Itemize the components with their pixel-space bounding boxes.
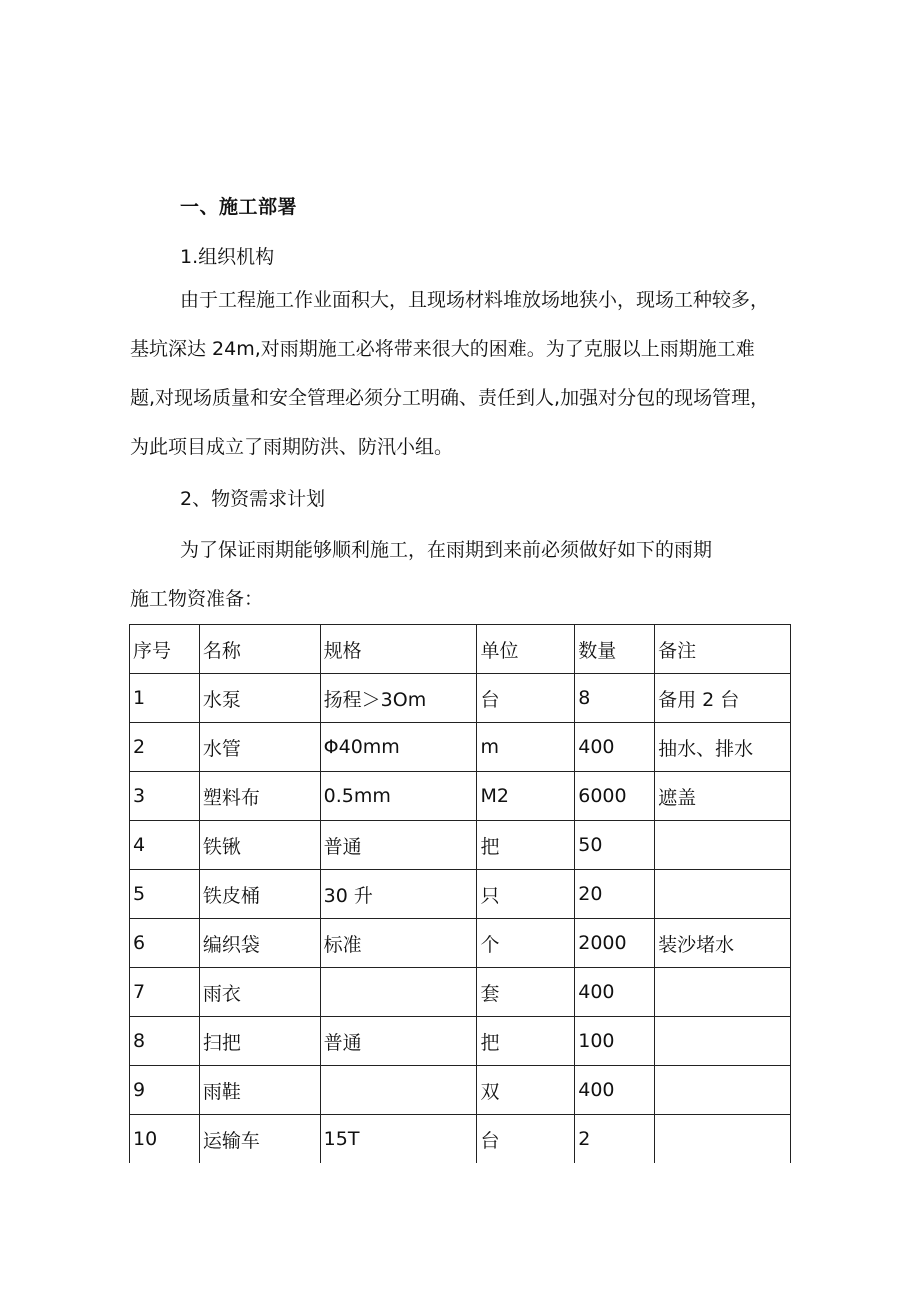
table-cell: 水管	[199, 723, 320, 772]
header-cell: 备注	[655, 625, 791, 674]
table-cell: 台	[477, 674, 575, 723]
table-cell: 运输车	[199, 1115, 320, 1164]
table-cell: 把	[477, 821, 575, 870]
table-cell: 铁锹	[199, 821, 320, 870]
table-cell: 标准	[320, 919, 477, 968]
table-cell: 10	[130, 1115, 200, 1164]
table-row	[130, 1066, 791, 1115]
table-cell: 20	[575, 870, 655, 919]
table-row	[130, 772, 791, 821]
table-cell: 备用 2 台	[655, 674, 791, 723]
paragraph-line: 题,对现场质量和安全管理必须分工明确、责任到人,加强对分包的现场管理，	[130, 387, 770, 409]
table-cell: 套	[477, 968, 575, 1017]
table-cell: m	[477, 723, 575, 772]
table-cell: 8	[575, 674, 655, 723]
table-row	[130, 1017, 791, 1066]
table-row	[130, 723, 791, 772]
table-cell: 2	[130, 723, 200, 772]
table-cell: 雨衣	[199, 968, 320, 1017]
table-cell: 塑料布	[199, 772, 320, 821]
table-cell	[655, 821, 791, 870]
table-cell: 遮盖	[655, 772, 791, 821]
organization-paragraph	[130, 276, 810, 472]
table-cell: 雨鞋	[199, 1066, 320, 1115]
table-cell	[655, 1017, 791, 1066]
table-cell: 400	[575, 968, 655, 1017]
header-cell: 序号	[130, 625, 200, 674]
table-cell: 铁皮桶	[199, 870, 320, 919]
table-row	[130, 1115, 791, 1164]
table-cell: 15T	[320, 1115, 477, 1164]
table-cell: 双	[477, 1066, 575, 1115]
header-cell: 名称	[199, 625, 320, 674]
table-cell	[655, 870, 791, 919]
table-row	[130, 674, 791, 723]
header-cell: 单位	[477, 625, 575, 674]
table-cell: 普通	[320, 821, 477, 870]
table-row	[130, 870, 791, 919]
table-row	[130, 919, 791, 968]
materials-intro	[130, 526, 810, 624]
header-cell: 规格	[320, 625, 477, 674]
table-cell: 台	[477, 1115, 575, 1164]
table-row	[130, 968, 791, 1017]
table-cell: 扫把	[199, 1017, 320, 1066]
materials-table	[129, 624, 791, 1163]
table-cell	[320, 968, 477, 1017]
table-cell: 把	[477, 1017, 575, 1066]
table-cell: 30 升	[320, 870, 477, 919]
table-cell: 装沙堵水	[655, 919, 791, 968]
paragraph-line: 基坑深达 24m,对雨期施工必将带来很大的困难。为了克服以上雨期施工难	[130, 338, 755, 360]
organization-heading: 1.组织机构	[180, 246, 275, 268]
materials-heading: 2、物资需求计划	[180, 488, 326, 510]
table-cell: Φ40mm	[320, 723, 477, 772]
table-cell: 6	[130, 919, 200, 968]
paragraph-line: 为了保证雨期能够顺利施工，在雨期到来前必须做好如下的雨期	[180, 539, 713, 561]
table-cell: 9	[130, 1066, 200, 1115]
table-cell: 1	[130, 674, 200, 723]
table-cell: 8	[130, 1017, 200, 1066]
table-cell: 6000	[575, 772, 655, 821]
table-cell: 2	[575, 1115, 655, 1164]
paragraph-line: 由于工程施工作业面积大，且现场材料堆放场地狭小，现场工种较多，	[180, 289, 770, 311]
table-cell: 3	[130, 772, 200, 821]
table-cell: 400	[575, 1066, 655, 1115]
table-header-row	[130, 625, 791, 674]
table-cell: 抽水、排水	[655, 723, 791, 772]
table-cell: 400	[575, 723, 655, 772]
paragraph-line: 施工物资准备：	[130, 588, 264, 610]
table-cell: 4	[130, 821, 200, 870]
table-cell: 5	[130, 870, 200, 919]
table-cell: 个	[477, 919, 575, 968]
table-cell: M2	[477, 772, 575, 821]
table-cell: 0.5mm	[320, 772, 477, 821]
table-cell	[320, 1066, 477, 1115]
paragraph-line: 为此项目成立了雨期防洪、防汛小组。	[130, 436, 454, 458]
table-cell: 扬程＞3Om	[320, 674, 477, 723]
table-cell: 100	[575, 1017, 655, 1066]
table-cell: 编织袋	[199, 919, 320, 968]
table-cell: 2000	[575, 919, 655, 968]
table-cell: 水泵	[199, 674, 320, 723]
table-cell	[655, 968, 791, 1017]
table-row	[130, 821, 791, 870]
section-heading: 一、施工部署	[180, 196, 298, 218]
table-cell	[655, 1115, 791, 1164]
header-cell: 数量	[575, 625, 655, 674]
table-cell: 50	[575, 821, 655, 870]
table-cell: 7	[130, 968, 200, 1017]
table-cell	[655, 1066, 791, 1115]
table-cell: 只	[477, 870, 575, 919]
table-cell: 普通	[320, 1017, 477, 1066]
